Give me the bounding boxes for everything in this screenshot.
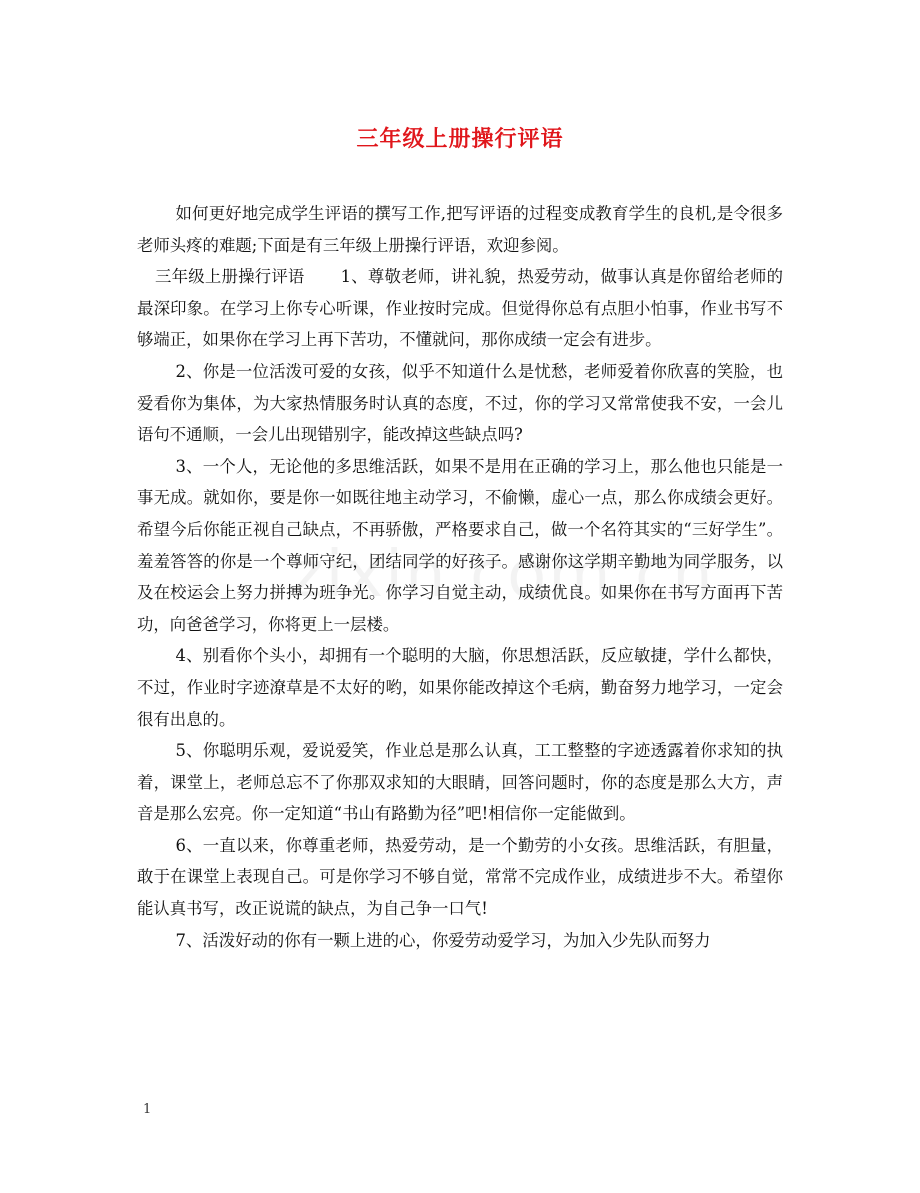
- intro-paragraph: 如何更好地完成学生评语的撰写工作,把写评语的过程变成教育学生的良机,是令很多老师头疼的难题;下面是有三年级上册操行评语，欢迎参阅。: [137, 204, 783, 255]
- document-body: [137, 198, 783, 956]
- comment-paragraph-5: 5、你聪明乐观，爱说爱笑，作业总是那么认真，工工整整的字迹透露着你求知的执着，课堂上，老师总忘不了你那双求知的大眼睛，回答问题时，你的态度是那么大方，声音是那么宏亮。你一定知道“书山有路勤为径”吧!相信你一定能做到。: [137, 741, 783, 824]
- comment-paragraph-6: 6、一直以来，你尊重老师，热爱劳动，是一个勤劳的小女孩。思维活跃，有胆量，敢于在课堂上表现自己。可是你学习不够自觉，常常不完成作业，成绩进步不大。希望你能认真书写，改正说谎的缺点，为自己争一口气!: [137, 835, 783, 919]
- comment-paragraph-7: 7、活泼好动的你有一颗上进的心，你爱劳动爱学习，为加入少先队而努力: [175, 930, 711, 950]
- comment-text-1: 1、尊敬老师，讲礼貌，热爱劳动，做事认真是你留给老师的最深印象。在学习上你专心听课，作业按时完成。但觉得你总有点胆小怕事，作业书写不够端正，如果你在学习上再下苦功，不懂就问，那你成绩一定会有进步。: [137, 267, 784, 350]
- document-title: 三年级上册操行评语: [356, 126, 564, 152]
- comment-paragraph-4: 4、别看你个头小，却拥有一个聪明的大脑，你思想活跃，反应敏捷，学什么都快，不过，作业时字迹潦草是不太好的哟，如果你能改掉这个毛病，勤奋努力地学习，一定会很有出息的。: [137, 646, 783, 729]
- section-heading: 三年级上册操行评语: [155, 267, 305, 287]
- page-number: 1: [143, 1102, 152, 1117]
- comment-paragraph-2: 2、你是一位活泼可爱的女孩，似乎不知道什么是忧愁，老师爱着你欣喜的笑脸，也爱看你为集体，为大家热情服务时认真的态度，不过，你的学习又常常使我不安，一会儿语句不通顺，一会儿出现错别字，能改掉这些缺点吗?: [137, 361, 783, 445]
- comment-paragraph-3: 3、一个人，无论他的多思维活跃，如果不是用在正确的学习上，那么他也只能是一事无成。就如你，要是你一如既往地主动学习，不偷懒，虚心一点，那么你成绩会更好。希望今后你能正视自己缺点，不再骄傲，严格要求自己，做一个名符其实的“三好学生”。羞羞答答的你是一个尊师守纪，团结同学的好孩子。感谢你这学期辛勤地为同学服务，以及在校运会上努力拼搏为班争光。你学习自觉主动，成绩优良。如果你在书写方面再下苦功，向爸爸学习，你将更上一层楼。: [137, 456, 783, 634]
- comment-paragraph-1: [137, 261, 783, 356]
